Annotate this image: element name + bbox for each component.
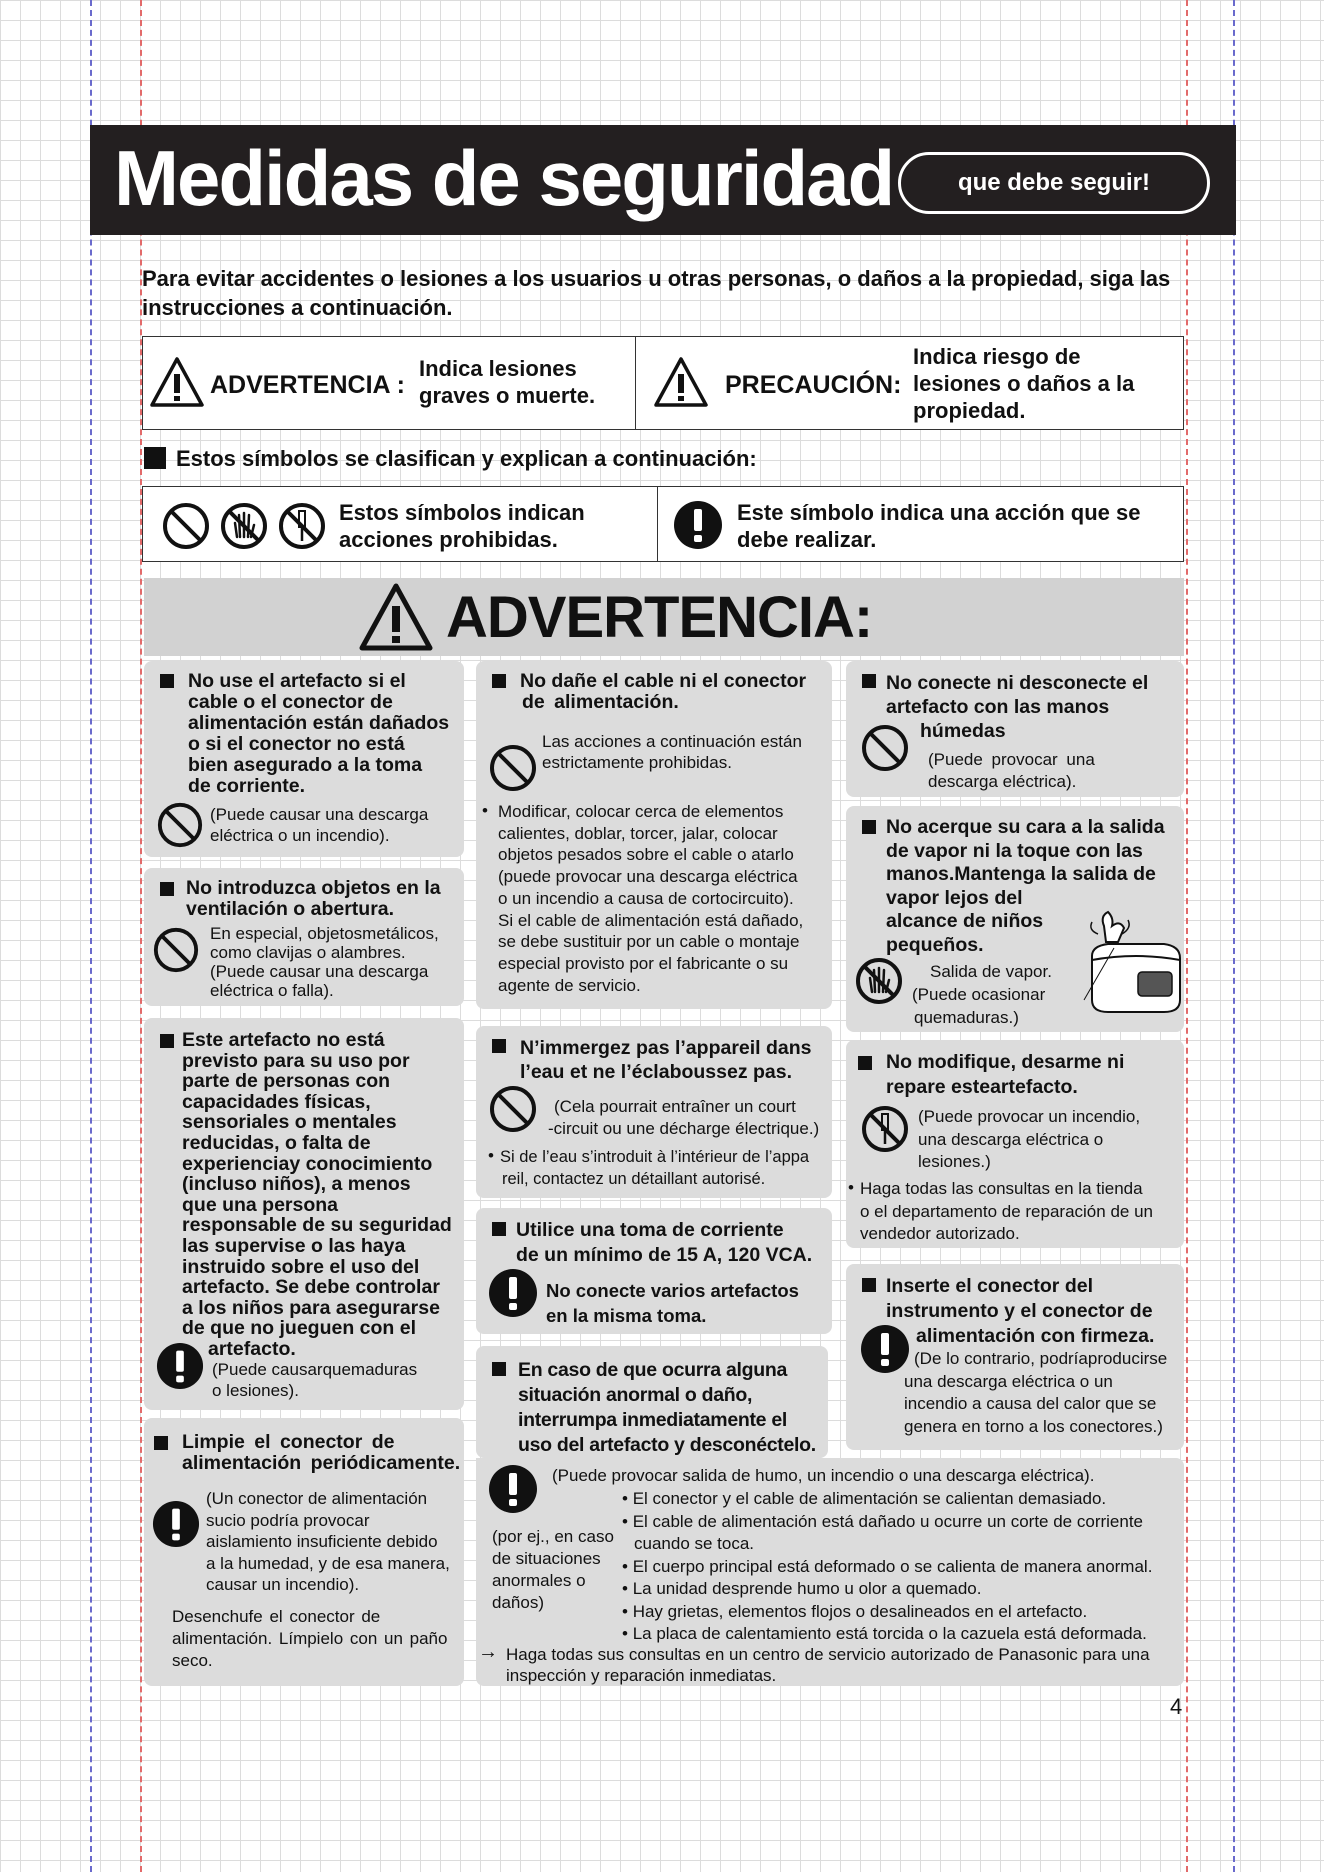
card-heading: No acerque su cara a la salida de vapor ni la toque con las manos.Mantenga la salida de vapor lejos del alcance de niños pequeños. [886,816,1165,956]
list-item: • El cuerpo principal está deformado o se calienta de manera anormal. [622,1556,1153,1576]
page-number: 4 [1170,1694,1183,1719]
safety-card-abnormal-details [476,1458,1184,1686]
prohibited-icon [488,1084,538,1134]
page-title: Medidas de seguridad [114,134,894,222]
safety-card-damaged-cable [144,661,464,857]
mandatory-action-icon [673,500,723,550]
levels-table [142,336,1184,430]
list-item: cuando se toca. [634,1534,755,1553]
safety-card-wet-hands [846,661,1184,797]
prohibited-icon [161,501,211,551]
card-heading: No conecte ni desconecte el artefacto con las manos húmedas [886,672,1149,742]
title-pill: que debe seguir! [898,152,1210,214]
safety-card-insert-plug [846,1264,1184,1450]
safety-card-abnormal [476,1346,828,1458]
mandatory-action-icon [488,1464,538,1514]
do-not-disassemble-icon [277,501,327,551]
card-heading: No dañe el cable ni el conector de alimentación. [520,670,807,713]
safety-card-supervision [144,1018,464,1410]
abnormal-list [622,1488,1152,1646]
card-heading: Limpie el conector de alimentación periódicamente. [182,1431,461,1474]
mandatory-action-icon [488,1268,538,1318]
card-note: (Puede provocar salida de humo, un incendio o una descarga eléctrica). [552,1466,1095,1485]
mandatory-action-icon [156,1342,204,1390]
prohibited-icon [488,743,538,793]
card-note: (Cela pourrait entraîner un court -circuit ou une décharge électrique.) [548,1097,820,1138]
heading-bullet [144,447,166,469]
list-item: • El conector y el cable de alimentación se calientan demasiado. [622,1489,1107,1508]
warning-triangle-icon [149,356,205,408]
warning-description: Indica lesiones graves o muerte. [419,356,596,408]
list-item: • La placa de calentamiento está torcida o la cazuela está deformada. [622,1624,1147,1643]
card-heading: Utilice una toma de corriente de un mínimo de 15 A, 120 VCA. [516,1219,813,1266]
prohibited-description: Estos símbolos indican acciones prohibidas. [339,500,585,552]
prohibited-icon [156,801,204,849]
prohibited-icon [860,723,910,773]
card-note: No conecte varios artefactos en la misma toma. [546,1280,799,1326]
safety-card-cable-damage: No dañe el cable ni el conector de alimentación. Las acciones a continuación están estrictamente prohibidas. • Modificar, colocar cerca de elementos calientes, doblar, torcer, jalar, colocar objetos pesados sobre el cable o atarlo (puede provocar una descarga eléctrica o un incendio a causa de cortocircuito). Si el cable de alimentación está dañado, se debe sustituir por un cable o montaje especial provisto por el fabricante o su agente de servicio. [476,661,832,1009]
warning-label: ADVERTENCIA : [210,371,405,399]
warning-triangle-icon [358,582,434,652]
list-item: • Hay grietas, elementos flojos o desalineados en el artefacto. [622,1601,1088,1621]
card-heading: No modifique, desarme ni repare esteartefacto. [886,1051,1125,1098]
safety-card-steam-vent [846,806,1184,1032]
card-note: Las acciones a continuación están estrictamente prohibidas. [542,732,802,772]
prohibited-icon [152,926,200,974]
card-heading: En caso de que ocurra alguna situación anormal o daño, interrumpa inmediatamente el uso del artefacto y desconéctelo. [518,1359,816,1456]
symbols-table [142,486,1184,562]
do-not-touch-icon [854,956,904,1006]
card-bullet-text: Modificar, colocar cerca de elementos calientes, doblar, torcer, jalar, colocar objetos pesados sobre el cable o atarlo (puede provocar una descarga eléctrica o un incendio a causa de cortocircuito). Si el cable de alimentación está dañado, se debe sustituir por un cable o montaje especial provisto por el fabricante o su agente de servicio. [498,802,804,995]
card-bullet-text: Haga todas las consultas en la tienda o el departamento de reparación de un vendedor autorizado. [860,1179,1153,1243]
rice-cooker-illustration [1068,908,1184,1018]
symbols-heading: Estos símbolos se clasifican y explican a continuación: [176,446,757,471]
mandatory-action-icon [860,1324,910,1374]
safety-card-modify: No modifique, desarme ni repare esteartefacto. (Puede provocar un incendio, una descarga eléctrica o lesiones.) • Haga todas las consultas en la tienda o el departamento de reparación de un vendedor autorizado. [846,1040,1184,1248]
list-item: • El cable de alimentación está dañado u ocurre un corte de corriente [622,1511,1144,1531]
title-bar [90,125,1236,235]
safety-card-water: N’immergez pas l’appareil dans l’eau et ne l’éclaboussez pas. (Cela pourrait entraîner un court -circuit ou une décharge électrique.) • Si de l’eau s’introduit à l’intérieur de l’appa reil, contactez un détaillant autorisé. [476,1026,832,1198]
safety-card-ventilation [144,868,464,1006]
card-note: (De lo contrario, podríaproducirse una descarga eléctrica o un incendio a causa del calor que se genera en torno a los conectores.) [904,1349,1168,1436]
safety-card-outlet [476,1208,832,1334]
card-note: (Puede provocar un incendio, una descarga eléctrica o lesiones.) [918,1107,1141,1171]
card-heading: No use el artefacto si el cable o el conector de alimentación están dañados o si el conector no está bien asegurado a la toma de corriente. [188,670,450,797]
do-not-touch-icon [219,501,269,551]
card-bullet-text: Si de l’eau s’introduit à l’intérieur de l’appa reil, contactez un détaillant autorisé. [500,1148,810,1188]
warning-banner-title: ADVERTENCIA: [446,584,873,650]
card-note: (Un conector de alimentación sucio podría provocar aislamiento insuficiente debido a la humedad, y de esa manera, causar un incendio). [206,1489,450,1594]
card-extra: Desenchufe el conector de alimentación. Límpielo con un paño seco. [172,1607,448,1670]
caution-description: Indica riesgo de lesiones o daños a la propiedad. [913,344,1135,423]
card-note: En especial, objetosmetálicos, como clavijas o alambres. (Puede causar una descarga eléctrica o falla). [210,924,439,1000]
card-heading: N’immergez pas l’appareil dans l’eau et ne l’éclaboussez pas. [520,1037,812,1083]
caution-label: PRECAUCIÓN: [725,371,902,399]
mandatory-action-icon [152,1500,200,1548]
card-note: (Puede causarquemaduras o lesiones). [212,1360,418,1400]
intro-text: Para evitar accidentes o lesiones a los usuarios u otras personas, o daños a la propiedad, siga las instrucciones a continuación. [142,266,1171,320]
arrow-right-icon: → [478,1641,498,1663]
card-side-note: (por ej., en caso de situaciones anormales o daños) [492,1527,614,1612]
safety-card-clean-plug [144,1418,464,1686]
card-note: Salida de vapor. (Puede ocasionar quemaduras.) [912,962,1052,1027]
card-note: (Puede causar una descarga eléctrica o un incendio). [210,805,429,845]
do-not-disassemble-icon [860,1104,910,1154]
card-heading: No introduzca objetos en la ventilación o abertura. [186,877,441,920]
card-arrow-text: Haga todas sus consultas en un centro de servicio autorizado de Panasonic para una inspección y reparación inmediatas. [506,1645,1150,1685]
list-item: • La unidad desprende humo u olor a quemado. [622,1579,982,1598]
mandatory-description: Este símbolo indica una acción que se debe realizar. [737,500,1141,552]
caution-triangle-icon [653,356,709,408]
card-heading: Este artefacto no está previsto para su uso por parte de personas con capacidades físicas, sensoriales o mentales reducidas, o falta de experienciay conocimiento (incluso niños), a menos que una persona responsable de su seguridad las supervise o las haya instruido sobre el uso del artefacto. Se debe controlar a los niños para asegurarse de que no jueguen con el artefacto. [182,1029,452,1360]
warning-banner [144,578,1184,656]
card-note: (Puede provocar una descarga eléctrica). [928,750,1095,791]
card-heading: Inserte el conector del instrumento y el conector de alimentación con firmeza. [886,1275,1155,1347]
